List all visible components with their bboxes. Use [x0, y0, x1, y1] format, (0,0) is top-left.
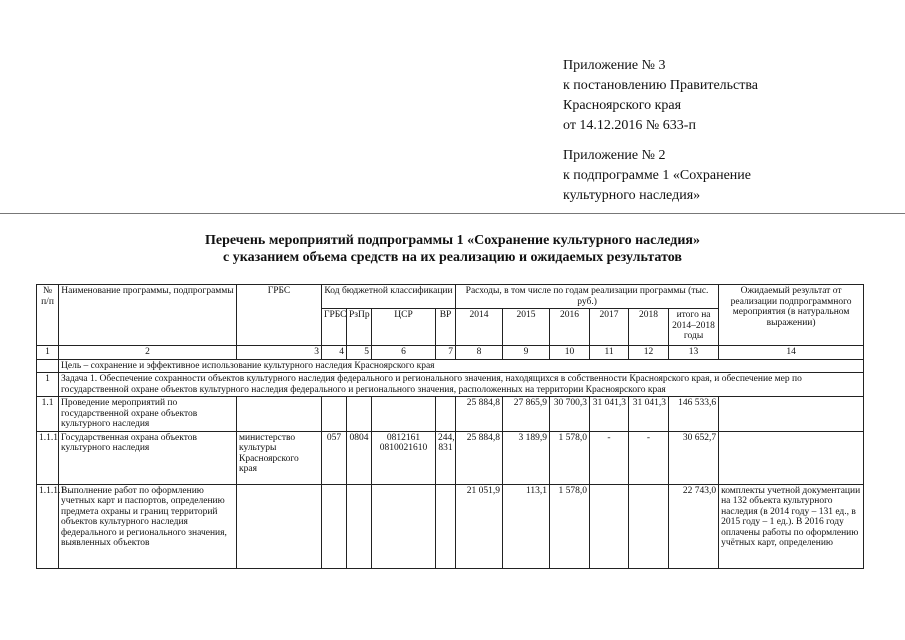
header-total: итого на 2014–2018 годы	[669, 309, 719, 346]
row-2014: 25 884,8	[456, 397, 503, 432]
row-num: 1.1.1.1	[37, 484, 59, 568]
goal-row	[37, 359, 864, 373]
row-code-csr: 0812161 0810021610	[372, 431, 436, 484]
appendix-main	[563, 56, 758, 136]
row-result	[719, 431, 864, 484]
col-number-8: 8	[456, 346, 503, 360]
appendix-main-line-1: Приложение № 3	[563, 58, 666, 73]
row-code-csr	[372, 397, 436, 432]
row-code-vr: 244, 831	[436, 431, 456, 484]
row-num: 1.1.1	[37, 431, 59, 484]
header-expenses: Расходы, в том числе по годам реализации программы (тыс. руб.)	[456, 285, 719, 309]
table-row	[37, 397, 864, 432]
appendix-sub-line-1: Приложение № 2	[563, 148, 666, 163]
row-name: Выполнение работ по оформлению учетных карт и паспортов, определению предмета охраны и границ территорий объектов культурного наследия федерального и регионального значения, выявленных объектов	[59, 484, 237, 568]
header-num: № п/п	[37, 285, 59, 346]
row-2015: 27 865,9	[503, 397, 550, 432]
header-sub-csr: ЦСР	[372, 309, 436, 346]
col-number-14: 14	[719, 346, 864, 360]
row-code-rzpr	[347, 484, 372, 568]
header-year-2018: 2018	[629, 309, 669, 346]
row-2016: 1 578,0	[550, 431, 590, 484]
header-sub-vr: ВР	[436, 309, 456, 346]
header-name: Наименование программы, подпрограммы	[59, 285, 237, 346]
title-line-2: с указанием объема средств на их реализацию и ожидаемых результатов	[223, 250, 682, 265]
header-year-2014: 2014	[456, 309, 503, 346]
row-grbs: министерство культуры Красноярского края	[237, 431, 322, 484]
row-name: Проведение мероприятий по государственной охране объектов культурного наследия	[59, 397, 237, 432]
task-row	[37, 373, 864, 397]
col-number-12: 12	[629, 346, 669, 360]
col-number-10: 10	[550, 346, 590, 360]
scan-divider	[0, 213, 905, 214]
header-grbs: ГРБС	[237, 285, 322, 346]
measures-table	[36, 284, 864, 569]
row-code-csr	[372, 484, 436, 568]
title-line-1: Перечень мероприятий подпрограммы 1 «Сохранение культурного наследия»	[205, 233, 700, 248]
header-result: Ожидаемый результат от реализации подпрограммного мероприятия (в натуральном выражении)	[719, 285, 864, 346]
col-number-9: 9	[503, 346, 550, 360]
column-numbers-row	[37, 346, 864, 360]
row-2014: 21 051,9	[456, 484, 503, 568]
header-year-2017: 2017	[590, 309, 629, 346]
row-2016: 1 578,0	[550, 484, 590, 568]
row-grbs	[237, 484, 322, 568]
row-grbs	[237, 397, 322, 432]
row-code-vr	[436, 397, 456, 432]
col-number-6: 6	[372, 346, 436, 360]
row-code-grbs: 057	[322, 431, 347, 484]
row-2018: -	[629, 431, 669, 484]
appendix-sub-line-2: к подпрограмме 1 «Сохранение	[563, 168, 752, 183]
task-num: 1	[37, 373, 59, 397]
header-sub-grbs: ГРБС	[322, 309, 347, 346]
row-2016: 30 700,3	[550, 397, 590, 432]
row-total: 30 652,7	[669, 431, 719, 484]
header-year-2016: 2016	[550, 309, 590, 346]
row-code-rzpr: 0804	[347, 431, 372, 484]
col-number-7: 7	[436, 346, 456, 360]
row-name: Государственная охрана объектов культурного наследия	[59, 431, 237, 484]
row-2018	[629, 484, 669, 568]
header-sub-rzpr: РзПр	[347, 309, 372, 346]
col-number-2: 2	[59, 346, 237, 360]
goal-text: Цель – сохранение и эффективное использование культурного наследия Красноярского края	[59, 359, 864, 373]
row-code-rzpr	[347, 397, 372, 432]
row-total: 146 533,6	[669, 397, 719, 432]
col-number-5: 5	[347, 346, 372, 360]
row-2017: 31 041,3	[590, 397, 629, 432]
row-2017	[590, 484, 629, 568]
table-row	[37, 484, 864, 568]
col-number-11: 11	[590, 346, 629, 360]
col-number-13: 13	[669, 346, 719, 360]
row-2014: 25 884,8	[456, 431, 503, 484]
appendix-main-line-2: к постановлению Правительства	[563, 78, 759, 93]
appendix-main-line-4: от 14.12.2016 № 633-п	[563, 118, 696, 133]
header-year-2015: 2015	[503, 309, 550, 346]
appendix-main-line-3: Красноярского края	[563, 98, 682, 113]
row-result: комплекты учетной документации на 132 объекта культурного наследия (в 2014 году – 131 ед., в 2015 году – 1 ед.). В 2016 году оплачены работы по оформлению учётных карт, определению	[719, 484, 864, 568]
table-row	[37, 431, 864, 484]
row-2015: 3 189,9	[503, 431, 550, 484]
col-number-3: 3	[237, 346, 322, 360]
row-2015: 113,1	[503, 484, 550, 568]
row-total: 22 743,0	[669, 484, 719, 568]
row-result	[719, 397, 864, 432]
header-row-1	[37, 285, 864, 309]
row-code-grbs	[322, 397, 347, 432]
row-2018: 31 041,3	[629, 397, 669, 432]
appendix-sub-line-3: культурного наследия»	[563, 188, 701, 203]
task-text: Задача 1. Обеспечение сохранности объектов культурного наследия федерального и регионального значения, находящихся в собственности Красноярского края, и обеспечение мер по государственной охране объектов культурного наследия федерального и регионального значения, расположенных на территории Красноярского края	[59, 373, 864, 397]
col-number-4: 4	[322, 346, 347, 360]
row-code-vr	[436, 484, 456, 568]
appendix-sub	[563, 146, 751, 206]
col-number-1: 1	[37, 346, 59, 360]
row-num: 1.1	[37, 397, 59, 432]
row-2017: -	[590, 431, 629, 484]
row-code-grbs	[322, 484, 347, 568]
header-budget-code: Код бюджетной классификации	[322, 285, 456, 309]
